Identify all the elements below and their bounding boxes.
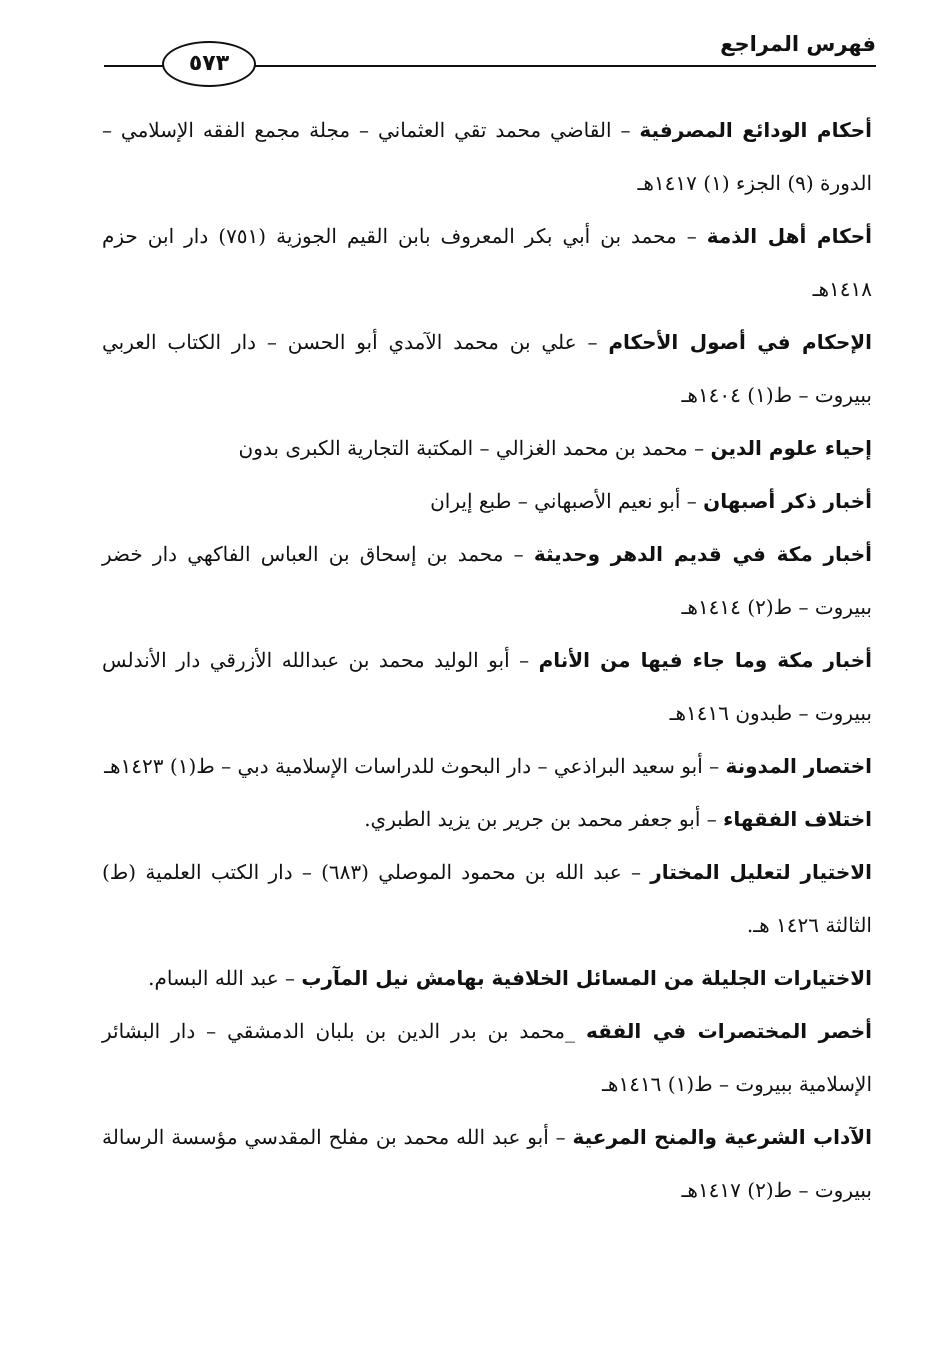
reference-entry <box>102 952 872 1005</box>
reference-details: – أبو الوليد محمد بن عبدالله الأزرقي دار الأندلس ببيروت – طبدون ١٤١٦هـ <box>102 648 872 725</box>
references-list <box>102 104 872 1217</box>
reference-entry <box>102 528 872 634</box>
reference-details: – محمد بن إسحاق بن العباس الفاكهي دار خضر ببيروت – ط(٢) ١٤١٤هـ <box>102 542 872 619</box>
reference-entry <box>102 846 872 952</box>
reference-details: – محمد بن محمد الغزالي – المكتبة التجارية الكبرى بدون <box>238 436 711 460</box>
reference-entry <box>102 740 872 793</box>
reference-details: – القاضي محمد تقي العثماني – مجلة مجمع الفقه الإسلامي – الدورة (٩) الجزء (١) ١٤١٧هـ <box>102 118 872 195</box>
reference-entry <box>102 1005 872 1111</box>
page-number-badge: ٥٧٣ <box>162 41 256 87</box>
reference-title: أخبار مكة في قديم الدهر وحديثة <box>533 542 873 566</box>
reference-details: – محمد بن أبي بكر المعروف بابن القيم الجوزية (٧٥١) دار ابن حزم ١٤١٨هـ <box>102 224 872 301</box>
reference-details: – أبو سعيد البراذعي – دار البحوث للدراسات الإسلامية دبي – ط(١) ١٤٢٣هـ <box>104 754 726 778</box>
reference-title: إحياء علوم الدين <box>710 436 872 460</box>
reference-details: _محمد بن بدر الدين بن بلبان الدمشقي – دار البشائر الإسلامية ببيروت – ط(١) ١٤١٦هـ <box>102 1019 872 1096</box>
reference-details: – أبو نعيم الأصبهاني – طبع إيران <box>430 489 704 513</box>
reference-entry <box>102 316 872 422</box>
reference-title: أحكام أهل الذمة <box>706 224 873 248</box>
reference-title: أخصر المختصرات في الفقه <box>585 1019 873 1043</box>
reference-entry <box>102 210 872 316</box>
reference-entry <box>102 104 872 210</box>
reference-details: – أبو جعفر محمد بن جرير بن يزيد الطبري. <box>364 807 724 831</box>
reference-entry <box>102 475 872 528</box>
reference-title: الاختيارات الجليلة من المسائل الخلافية بهامش نيل المآرب <box>301 966 872 990</box>
reference-title: الاختيار لتعليل المختار <box>650 860 873 884</box>
reference-title: أخبار مكة وما جاء فيها من الأنام <box>538 648 872 672</box>
reference-details: – علي بن محمد الآمدي أبو الحسن – دار الكتاب العربي ببيروت – ط(١) ١٤٠٤هـ <box>102 330 872 407</box>
reference-title: الآداب الشرعية والمنح المرعية <box>572 1125 872 1149</box>
reference-entry <box>102 1111 872 1217</box>
reference-entry <box>102 422 872 475</box>
reference-title: أحكام الودائع المصرفية <box>639 118 873 142</box>
page-header <box>104 30 876 82</box>
reference-details: – عبد الله البسام. <box>148 966 302 990</box>
reference-title: الإحكام في أصول الأحكام <box>608 330 873 354</box>
reference-entry <box>102 634 872 740</box>
reference-details: – أبو عبد الله محمد بن مفلح المقدسي مؤسسة الرسالة ببيروت – ط(٢) ١٤١٧هـ <box>102 1125 872 1202</box>
reference-title: أخبار ذكر أصبهان <box>703 489 872 513</box>
running-title: فهرس المراجع <box>720 32 876 56</box>
reference-entry <box>102 793 872 846</box>
reference-details: – عبد الله بن محمود الموصلي (٦٨٣) – دار الكتب العلمية (ط) الثالثة ١٤٢٦ هـ. <box>102 860 872 937</box>
reference-title: اختصار المدونة <box>725 754 872 778</box>
reference-title: اختلاف الفقهاء <box>723 807 872 831</box>
